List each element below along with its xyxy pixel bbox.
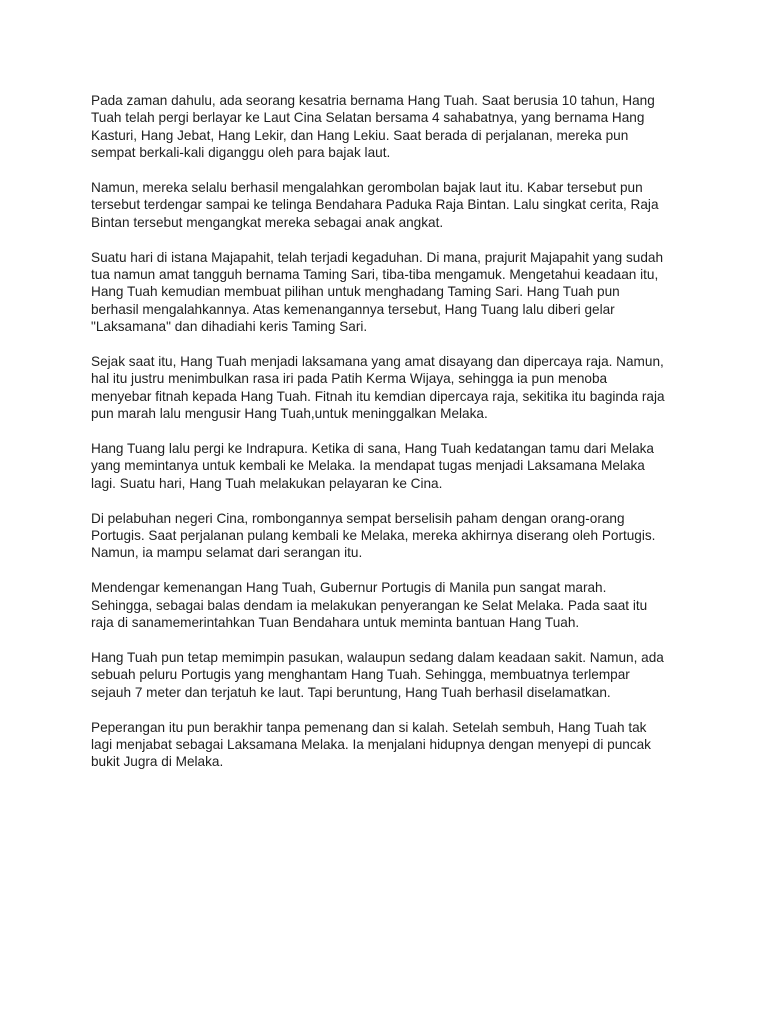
paragraph: Mendengar kemenangan Hang Tuah, Gubernur Portugis di Manila pun sangat marah. Sehingga, sebagai balas dendam ia melakukan penyerangan ke Selat Melaka. Pada saat itu raja di sanamemerintahkan Tuan Bendahara untuk meminta bantuan Hang Tuah. [91,580,648,631]
paragraph: Hang Tuah pun tetap memimpin pasukan, walaupun sedang dalam keadaan sakit. Namun, ada sebuah peluru Portugis yang menghantam Hang Tuah. Sehingga, membuatnya terlempar sejauh 7 meter dan terjatuh ke laut. Tapi beruntung, Hang Tuah berhasil diselamatkan. [91,649,664,700]
paragraph: Peperangan itu pun berakhir tanpa pemenang dan si kalah. Setelah sembuh, Hang Tuah tak lagi menjabat sebagai Laksamana Melaka. Ia menjalani hidupnya dengan menyepi di puncak bukit Jugra di Melaka. [91,719,651,770]
paragraph: Pada zaman dahulu, ada seorang kesatria bernama Hang Tuah. Saat berusia 10 tahun, Hang Tuah telah pergi berlayar ke Laut Cina Selatan bersama 4 sahabatnya, yang bernama Hang Kasturi, Hang Jebat, Hang Lekir, dan Hang Lekiu. Saat berada di perjalanan, mereka pun sempat berkali-kali diganggu oleh para bajak laut. [91,93,655,161]
paragraph: Hang Tuang lalu pergi ke Indrapura. Ketika di sana, Hang Tuah kedatangan tamu dari Melaka yang memintanya untuk kembali ke Melaka. Ia mendapat tugas menjadi Laksamana Melaka lagi. Suatu hari, Hang Tuah melakukan pelayaran ke Cina. [91,441,654,491]
document-body [91,92,681,788]
paragraph: Suatu hari di istana Majapahit, telah terjadi kegaduhan. Di mana, prajurit Majapahit yang sudah tua namun amat tangguh bernama Taming Sari, tiba-tiba mengamuk. Mengetahui keadaan itu, Hang Tuah kemudian membuat pilihan untuk menghadang Taming Sari. Hang Tuah pun berhasil mengalahkannya. Atas kemenangannya tersebut, Hang Tuang lalu diberi gelar "Laksamana" dan dihadiahi keris Taming Sari. [91,249,664,335]
paragraph: Namun, mereka selalu berhasil mengalahkan gerombolan bajak laut itu. Kabar tersebut pun tersebut terdengar sampai ke telinga Bendahara Paduka Raja Bintan. Lalu singkat cerita, Raja Bintan tersebut mengangkat mereka sebagai anak angkat. [91,180,659,230]
paragraph: Sejak saat itu, Hang Tuah menjadi laksamana yang amat disayang dan dipercaya raja. Namun, hal itu justru menimbulkan rasa iri pada Patih Kerma Wijaya, sehingga ia pun menoba menyebar fitnah kepada Hang Tuah. Fitnah itu kemdian dipercaya raja, sekitika itu baginda raja pun marah lalu mengusir Hang Tuah,untuk meninggalkan Melaka. [91,354,665,422]
paragraph: Di pelabuhan negeri Cina, rombongannya sempat berselisih paham dengan orang-orang Portugis. Saat perjalanan pulang kembali ke Melaka, mereka akhirnya diserang oleh Portugis. Namun, ia mampu selamat dari serangan itu. [91,510,656,561]
